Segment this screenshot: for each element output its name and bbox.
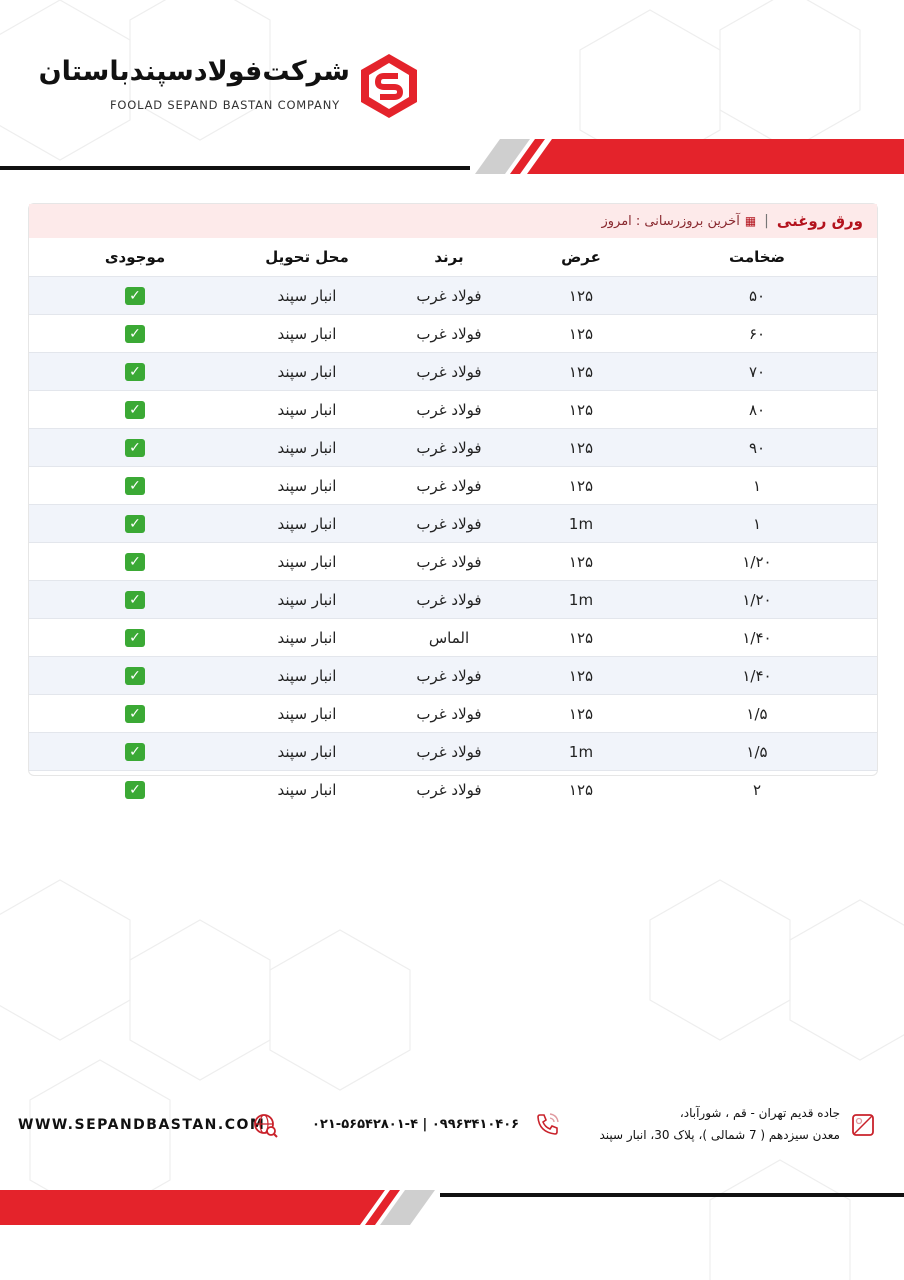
- phone-icon: [535, 1111, 561, 1137]
- last-updated-text: آخرین بروزرسانی : امروز: [601, 213, 740, 229]
- check-mark-icon: ✓: [125, 553, 145, 571]
- website-link[interactable]: WWW.SEPANDBASTAN.COM: [18, 1117, 266, 1133]
- cell-thickness: ۵۰: [637, 277, 877, 315]
- cell-brand: فولاد غرب: [373, 581, 525, 619]
- table-row: [29, 315, 877, 353]
- cell-thickness: ۷۰: [637, 353, 877, 391]
- check-mark-icon: ✓: [125, 325, 145, 343]
- cell-brand: فولاد غرب: [373, 391, 525, 429]
- cell-thickness: ۱/۵: [637, 733, 877, 771]
- cell-brand: فولاد غرب: [373, 353, 525, 391]
- cell-thickness: ۱: [637, 505, 877, 543]
- cell-width: 1m: [525, 733, 637, 771]
- table-row: [29, 391, 877, 429]
- cell-availability: [29, 771, 241, 809]
- cell-thickness: ۱/۴۰: [637, 657, 877, 695]
- cell-location: انبار سپند: [241, 733, 373, 771]
- header-location: محل تحویل: [265, 248, 349, 266]
- cell-brand: فولاد غرب: [373, 657, 525, 695]
- cell-availability: [29, 695, 241, 733]
- check-mark-icon: ✓: [125, 743, 145, 761]
- cell-thickness: ۲: [637, 771, 877, 809]
- table-row: [29, 657, 877, 695]
- cell-thickness: ۱/۵: [637, 695, 877, 733]
- header-availability: موجودی: [104, 248, 166, 266]
- check-mark-icon: ✓: [125, 363, 145, 381]
- cell-brand: فولاد غرب: [373, 505, 525, 543]
- table-row: [29, 277, 877, 315]
- card-title: ورق روغنی: [776, 212, 863, 230]
- cell-thickness: ۱/۲۰: [637, 581, 877, 619]
- cell-availability: [29, 353, 241, 391]
- header-red-band: [455, 139, 904, 175]
- cell-thickness: ۱/۲۰: [637, 543, 877, 581]
- cell-availability: [29, 543, 241, 581]
- cell-brand: فولاد غرب: [373, 543, 525, 581]
- cell-width: ۱۲۵: [525, 619, 637, 657]
- cell-availability: [29, 467, 241, 505]
- table-row: [29, 695, 877, 733]
- cell-location: انبار سپند: [241, 467, 373, 505]
- table-row: [29, 353, 877, 391]
- table-row: [29, 505, 877, 543]
- table-row: [29, 543, 877, 581]
- header-brand: برند: [434, 248, 464, 266]
- company-logo-name-fa: شرکت‌فولادسپندباستان: [38, 56, 350, 87]
- cell-availability: [29, 619, 241, 657]
- cell-location: انبار سپند: [241, 429, 373, 467]
- header-thickness: ضخامت: [728, 248, 786, 266]
- cell-width: ۱۲۵: [525, 695, 637, 733]
- cell-brand: فولاد غرب: [373, 429, 525, 467]
- cell-width: ۱۲۵: [525, 277, 637, 315]
- phone-numbers: ۰۹۹۶۳۴۱۰۴۰۶ | ۰۲۱-۵۶۵۴۲۸۰۱-۴: [312, 1117, 520, 1132]
- check-mark-icon: ✓: [125, 629, 145, 647]
- separator: |: [764, 213, 769, 229]
- cell-width: 1m: [525, 505, 637, 543]
- footer-red-band: [0, 1190, 450, 1226]
- check-mark-icon: ✓: [125, 667, 145, 685]
- cell-thickness: ۱: [637, 467, 877, 505]
- check-mark-icon: ✓: [125, 705, 145, 723]
- cell-width: ۱۲۵: [525, 467, 637, 505]
- price-table-card: [28, 203, 878, 799]
- table-row: [29, 619, 877, 657]
- cell-width: 1m: [525, 581, 637, 619]
- price-table: [29, 238, 877, 808]
- cell-brand: الماس: [373, 619, 525, 657]
- cell-availability: [29, 315, 241, 353]
- map-location-icon: [851, 1113, 875, 1137]
- cell-thickness: ۶۰: [637, 315, 877, 353]
- cell-brand: فولاد غرب: [373, 771, 525, 809]
- cell-availability: [29, 429, 241, 467]
- cell-brand: فولاد غرب: [373, 277, 525, 315]
- check-mark-icon: ✓: [125, 439, 145, 457]
- cell-thickness: ۹۰: [637, 429, 877, 467]
- cell-thickness: ۸۰: [637, 391, 877, 429]
- cell-width: ۱۲۵: [525, 353, 637, 391]
- check-mark-icon: ✓: [125, 401, 145, 419]
- cell-width: ۱۲۵: [525, 543, 637, 581]
- table-header-row: [29, 238, 877, 277]
- company-logo-icon: [358, 52, 420, 120]
- cell-location: انبار سپند: [241, 581, 373, 619]
- cell-width: ۱۲۵: [525, 315, 637, 353]
- cell-location: انبار سپند: [241, 315, 373, 353]
- address-line-2: معدن سیزدهم ( 7 شمالی )، پلاک 30، انبار سپند: [599, 1128, 840, 1142]
- cell-location: انبار سپند: [241, 505, 373, 543]
- cell-width: ۱۲۵: [525, 429, 637, 467]
- cell-brand: فولاد غرب: [373, 733, 525, 771]
- check-mark-icon: ✓: [125, 515, 145, 533]
- cell-width: ۱۲۵: [525, 657, 637, 695]
- cell-availability: [29, 505, 241, 543]
- cell-thickness: ۱/۴۰: [637, 619, 877, 657]
- check-mark-icon: ✓: [125, 591, 145, 609]
- cell-availability: [29, 391, 241, 429]
- cell-location: انبار سپند: [241, 657, 373, 695]
- cell-brand: فولاد غرب: [373, 695, 525, 733]
- cell-location: انبار سپند: [241, 353, 373, 391]
- cell-brand: فولاد غرب: [373, 467, 525, 505]
- cell-width: ۱۲۵: [525, 771, 637, 809]
- cell-location: انبار سپند: [241, 771, 373, 809]
- cell-location: انبار سپند: [241, 695, 373, 733]
- address-line-1: جاده قدیم تهران - قم ، شورآباد،: [679, 1106, 840, 1120]
- table-row: [29, 733, 877, 771]
- cell-location: انبار سپند: [241, 277, 373, 315]
- footer-black-line: [440, 1193, 904, 1197]
- check-mark-icon: ✓: [125, 781, 145, 799]
- cell-availability: [29, 657, 241, 695]
- check-mark-icon: ✓: [125, 287, 145, 305]
- cell-location: انبار سپند: [241, 543, 373, 581]
- table-row: [29, 467, 877, 505]
- globe-search-icon: [252, 1112, 278, 1138]
- table-row: [29, 771, 877, 809]
- check-mark-icon: ✓: [125, 477, 145, 495]
- table-row: [29, 429, 877, 467]
- cell-location: انبار سپند: [241, 619, 373, 657]
- calendar-icon: ▦: [744, 214, 757, 228]
- table-row: [29, 581, 877, 619]
- card-header: [29, 204, 877, 238]
- cell-availability: [29, 733, 241, 771]
- header-black-line: [0, 166, 470, 170]
- cell-availability: [29, 581, 241, 619]
- company-logo-name-en: FOOLAD SEPAND BASTAN COMPANY: [110, 98, 340, 112]
- cell-location: انبار سپند: [241, 391, 373, 429]
- cell-width: ۱۲۵: [525, 391, 637, 429]
- cell-availability: [29, 277, 241, 315]
- header-width: عرض: [561, 248, 601, 266]
- cell-brand: فولاد غرب: [373, 315, 525, 353]
